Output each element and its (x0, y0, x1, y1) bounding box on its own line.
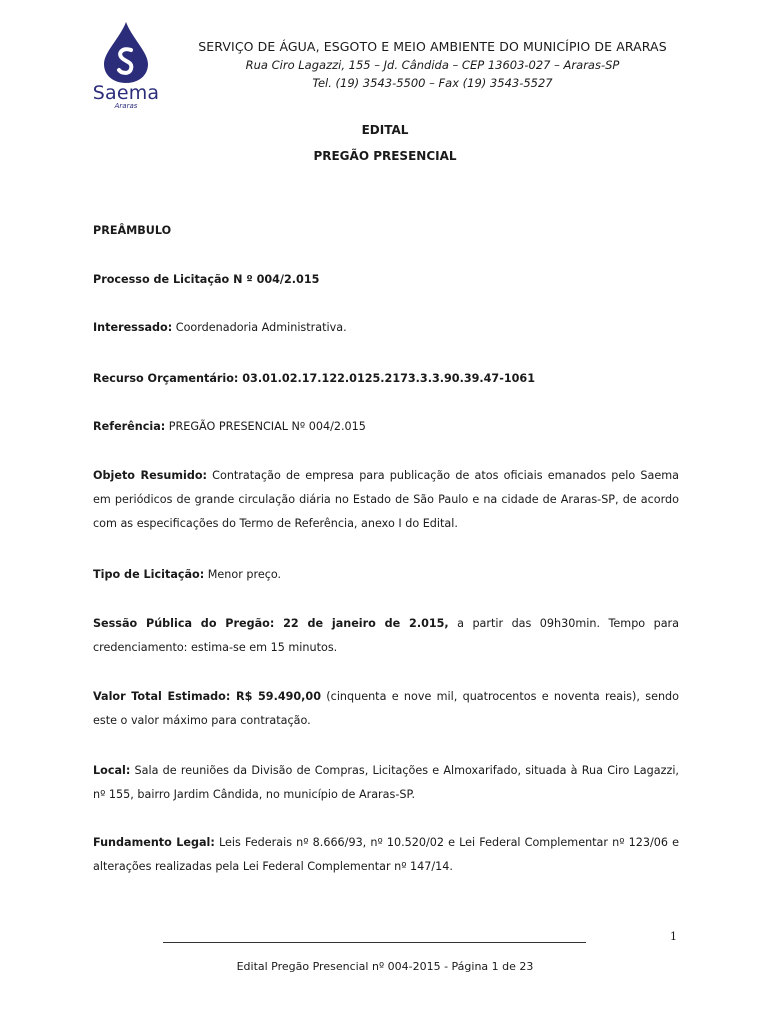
processo-line: Processo de Licitação N º 004/2.015 (93, 273, 320, 286)
organization-title: SERVIÇO DE ÁGUA, ESGOTO E MEIO AMBIENTE DO MUNICÍPIO DE ARARAS (198, 39, 667, 54)
organization-phone: Tel. (19) 3543-5500 – Fax (19) 3543-5527 (312, 76, 553, 90)
footer-text: Edital Pregão Presencial nº 004-2015 - Página 1 de 23 (236, 960, 534, 973)
preamble-heading: PREÂMBULO (93, 224, 172, 237)
objeto-paragraph: Objeto Resumido: Contratação de empresa para publicação de atos oficiais emanados pelo Saema em periódicos de grande circulação diária no Estado de São Paulo e na cidade de Araras-SP, de acordo com as especificações do Termo de Referência, anexo I do Edital. (93, 469, 679, 530)
referencia-line: Referência: PREGÃO PRESENCIAL Nº 004/2.015 (93, 420, 366, 433)
local-paragraph: Local: Sala de reuniões da Divisão de Compras, Licitações e Almoxarifado, situada à Rua Ciro Lagazzi, nº 155, bairro Jardim Cândida, no município de Araras-SP. (93, 764, 679, 801)
organization-address: Rua Ciro Lagazzi, 155 – Jd. Cândida – CEP 13603-027 – Araras-SP (245, 58, 620, 72)
sessao-paragraph: Sessão Pública do Pregão: 22 de janeiro de 2.015, a partir das 09h30min. Tempo para credenciamento: estima-se em 15 minutos. (93, 617, 680, 654)
tipo-line: Tipo de Licitação: Menor preço. (93, 568, 282, 581)
water-drop-icon (90, 20, 162, 84)
document-subtitle: PREGÃO PRESENCIAL (313, 149, 457, 163)
interessado-line: Interessado: Coordenadoria Administrativa. (93, 321, 347, 334)
page-number: 1 (670, 930, 677, 943)
document-title: EDITAL (361, 123, 409, 137)
footer-divider (163, 942, 586, 943)
recurso-line: Recurso Orçamentário: 03.01.02.17.122.0125.2173.3.3.90.39.47-1061 (93, 372, 535, 385)
fundamento-paragraph: Fundamento Legal: Leis Federais nº 8.666/93, nº 10.520/02 e Lei Federal Complementar nº 123/06 e alterações realizadas pela Lei Federal Complementar nº 147/14. (93, 836, 679, 873)
logo-wordmark: Saema (92, 82, 160, 104)
valor-paragraph: Valor Total Estimado: R$ 59.490,00 (cinquenta e nove mil, quatrocentos e noventa reais), sendo este o valor máximo para contratação. (93, 690, 679, 727)
saema-logo (90, 20, 162, 112)
logo-subtext: Araras (114, 102, 138, 110)
